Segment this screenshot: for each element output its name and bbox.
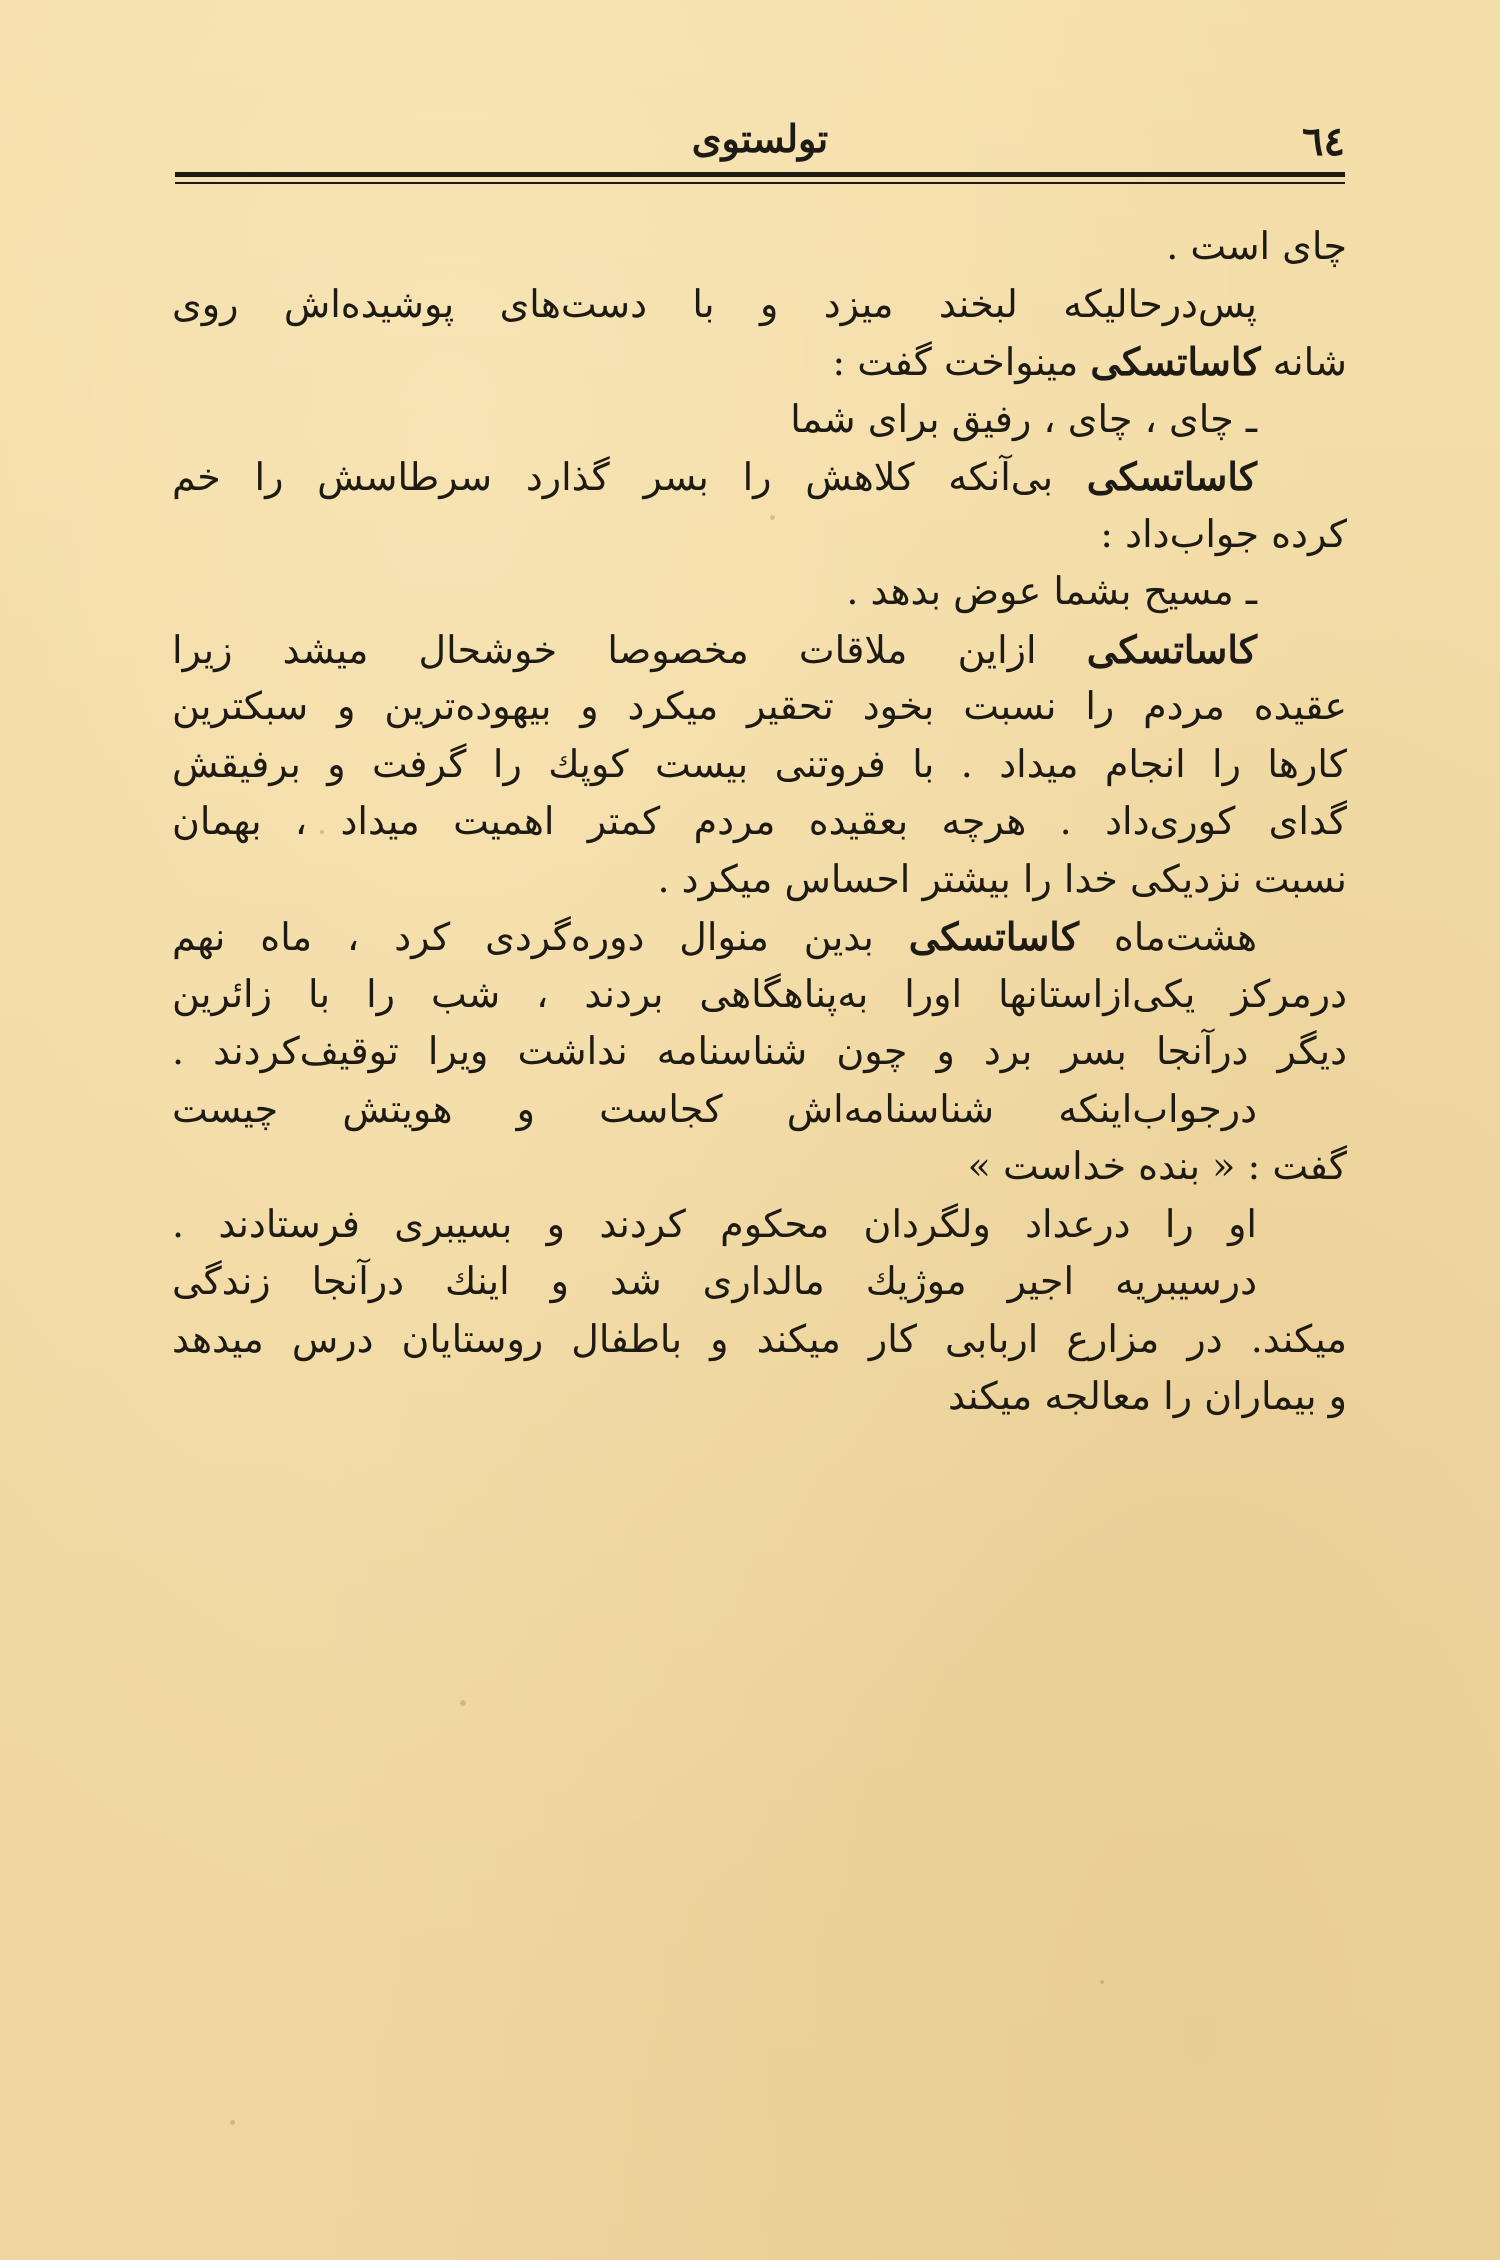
text-line-16: درجواب‌اینکه شناسنامه‌اش کجاست و هویتش چیست xyxy=(172,1086,1257,1131)
text-line-1: چای است . xyxy=(1166,224,1347,268)
text-line-13 xyxy=(172,908,1347,966)
text-line-6: کرده جواب‌داد : xyxy=(1100,511,1347,556)
name-kasatsky: کاساتسکی xyxy=(1086,626,1257,672)
name-kasatsky: کاساتسکی xyxy=(1086,454,1257,499)
text-line-8-after: ازاین ملاقات مخصوصا خوشحال میشد زیرا xyxy=(172,627,1087,672)
name-kasatsky: کاساتسکی xyxy=(908,914,1079,959)
name-kasatsky: کاساتسکی xyxy=(1090,339,1261,384)
text-line-4: ـ چای ، چای ، رفیق برای شما xyxy=(790,396,1257,441)
text-line-15: دیگر درآنجا بسر برد و چون شناسنامه نداشت ویرا توقیف‌کردند . xyxy=(172,1029,1347,1073)
text-line-5 xyxy=(172,448,1347,506)
text-line-21: و بیماران را معالجه میکند xyxy=(948,1374,1347,1418)
running-title: تولستوی xyxy=(691,116,829,161)
header-rule-thin xyxy=(175,182,1345,184)
text-line-3 xyxy=(172,333,1347,391)
text-line-13-before: هشت‌ماه xyxy=(1078,915,1257,959)
text-line-3-before: شانه xyxy=(1260,340,1347,384)
text-line-8 xyxy=(172,621,1347,679)
text-line-11: گدای کوری‌داد . هرچه بعقیده مردم کمتر اهمیت میداد ، بهمان xyxy=(172,799,1347,843)
text-line-12: نسبت نزدیکی خدا را بیشتر احساس میکرد . xyxy=(657,856,1347,901)
paper-speck xyxy=(460,1700,466,1706)
text-line-19: درسیبریه اجیر موژیك مالداری شد و اینك درآنجا زندگی xyxy=(172,1259,1257,1303)
paper-speck xyxy=(320,830,324,834)
text-line-20: میکند. در مزارع اربابی کار میکند و باطفال روستایان درس میدهد xyxy=(172,1316,1347,1361)
text-line-5-after: بی‌آنکه کلاهش را بسر گذارد سرطاسش را خم xyxy=(172,455,1087,499)
text-line-17: گفت : « بنده خداست » xyxy=(967,1144,1347,1188)
text-line-13-after: بدین منوال دوره‌گردی کرد ، ماه نهم xyxy=(172,915,909,959)
text-line-9: عقیده مردم را نسبت بخود تحقیر میکرد و بیهوده‌ترین و سبکترین xyxy=(172,684,1347,728)
text-line-2: پس‌درحالیکه لبخند میزد و با دست‌های پوشیده‌اش روی xyxy=(172,281,1257,326)
text-line-3-after: مینواخت گفت : xyxy=(832,340,1091,384)
text-line-7: ـ مسیح بشما عوض بدهد . xyxy=(846,569,1257,613)
header-rule-thick xyxy=(175,172,1345,177)
text-line-10: کارها را انجام میداد . با فروتنی بیست کوپك را گرفت و برفیقش xyxy=(172,741,1347,786)
paper-speck xyxy=(1100,1980,1104,1984)
text-line-18: او را درعداد ولگردان محکوم کردند و بسیبری فرستادند . xyxy=(172,1201,1257,1246)
page-number: ٦٤ xyxy=(1302,118,1345,165)
paper-speck xyxy=(230,2120,235,2125)
body-text xyxy=(172,218,1347,1426)
text-line-14: درمرکز یکی‌ازاستانها اورا به‌پناهگاهی بردند ، شب را با زائرین xyxy=(172,971,1347,1016)
paper-speck xyxy=(770,515,775,520)
page-header xyxy=(175,110,1345,170)
